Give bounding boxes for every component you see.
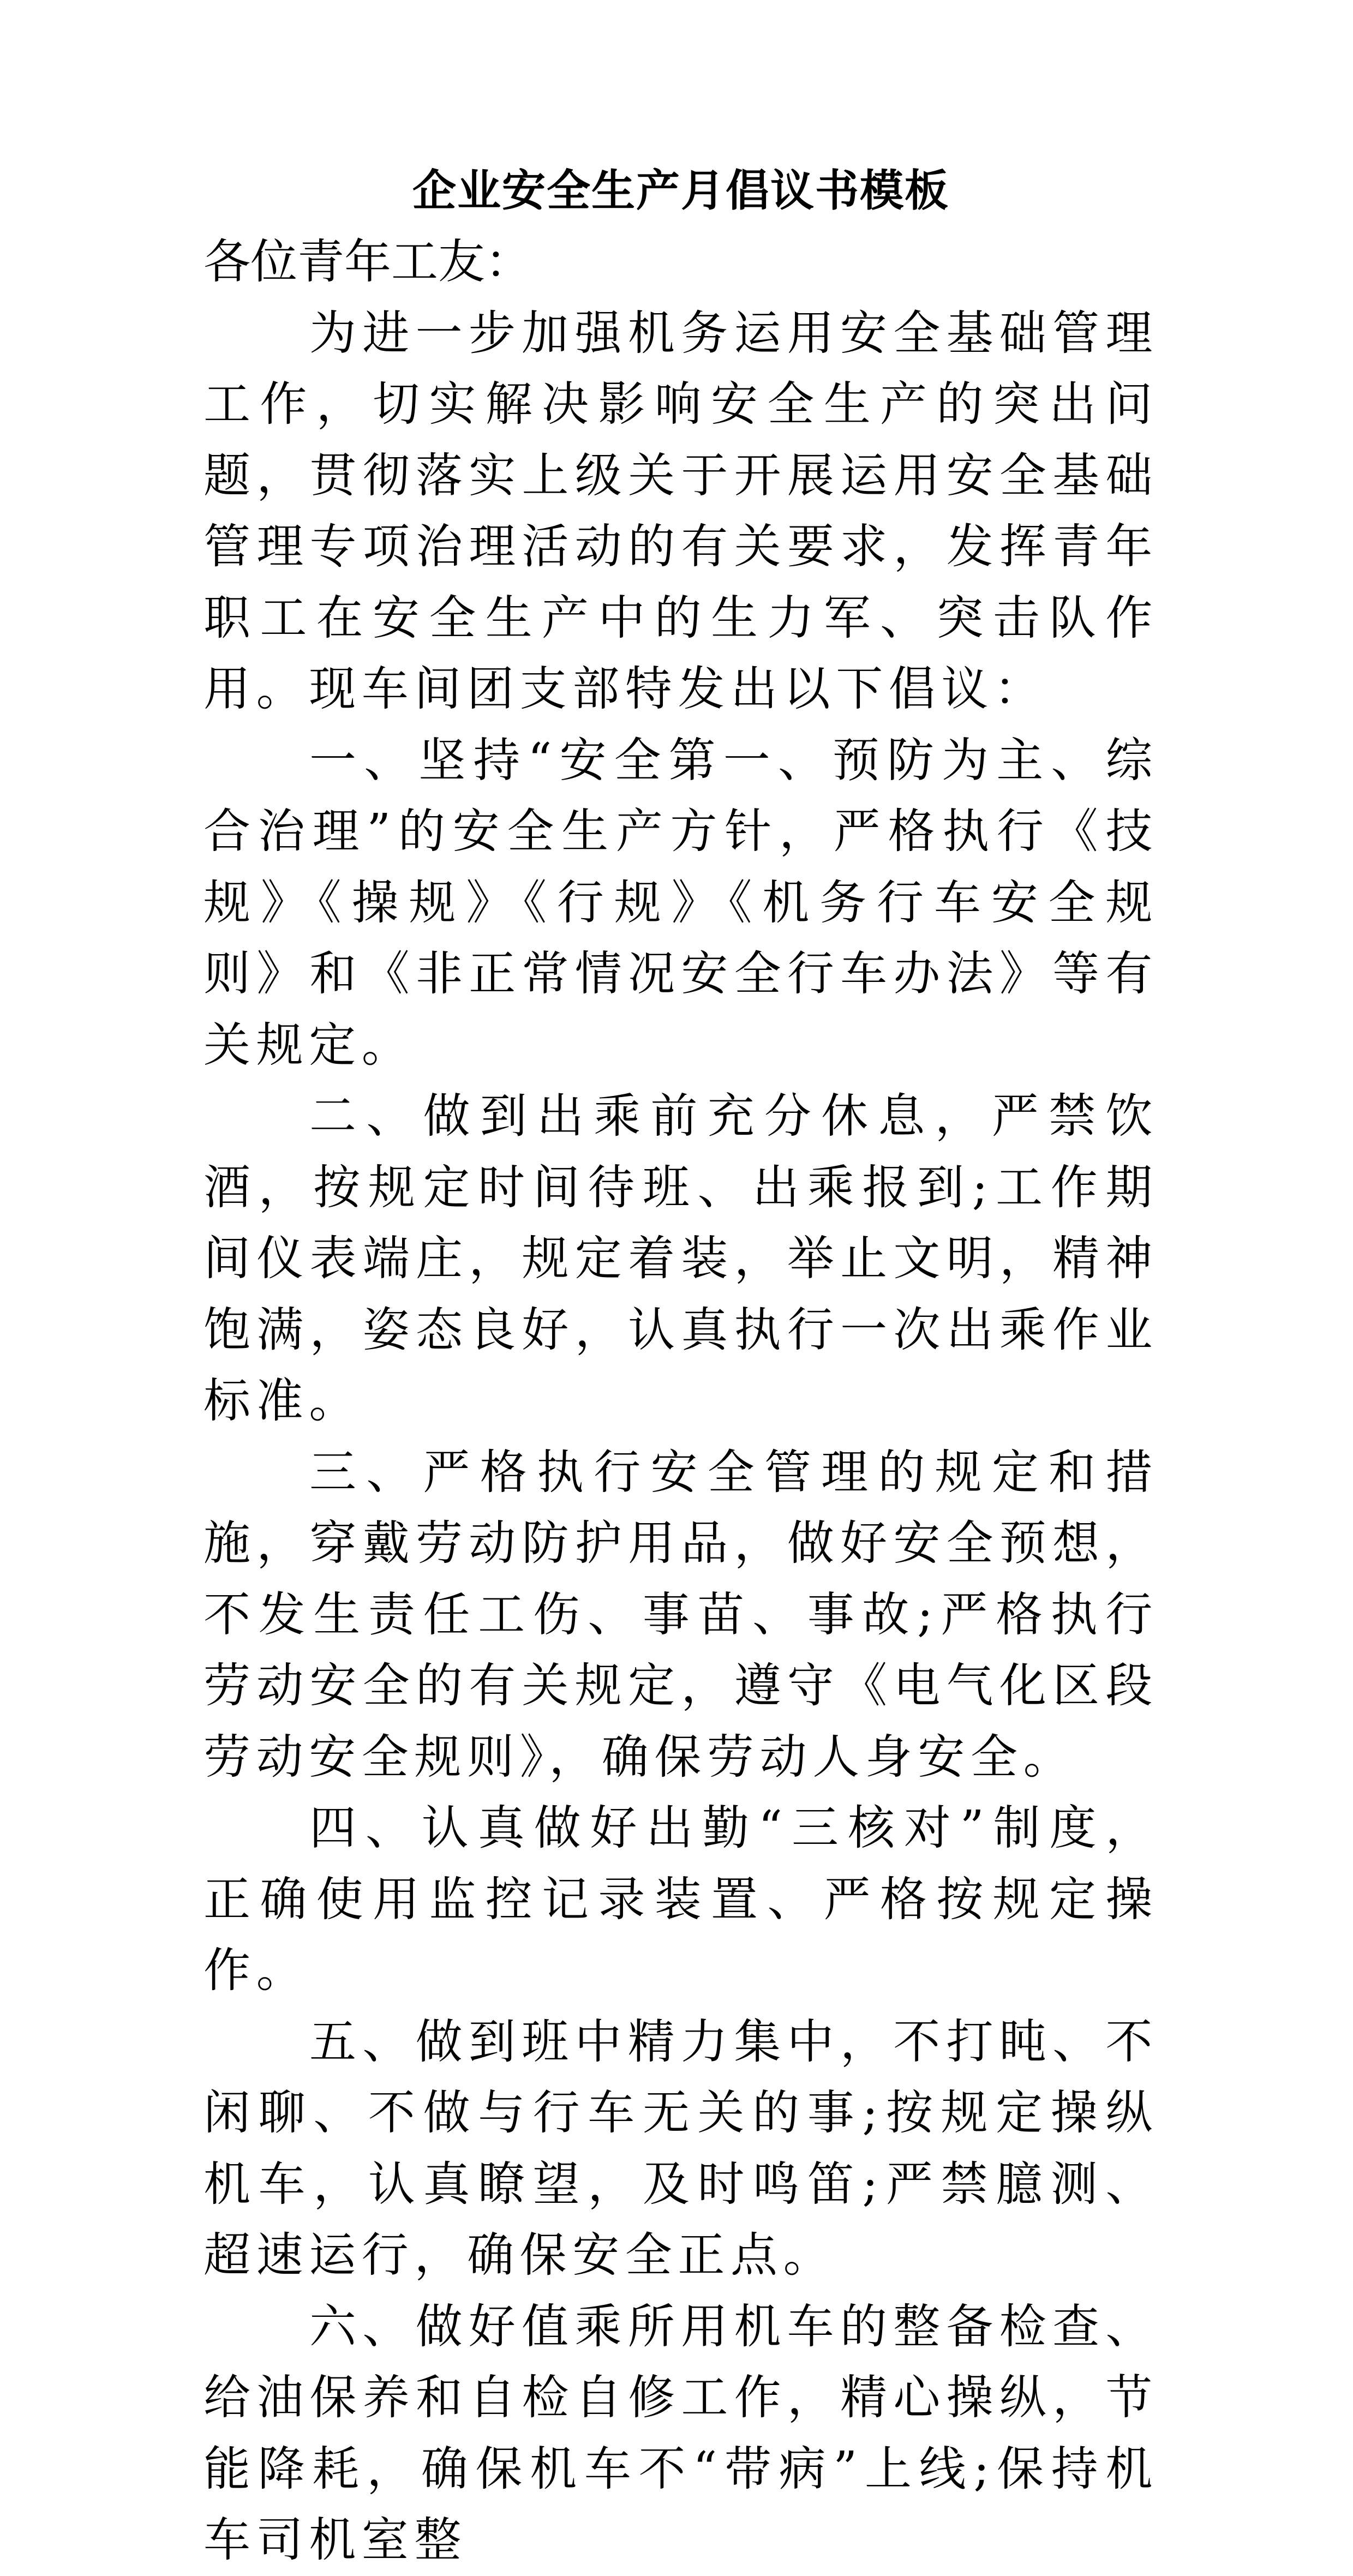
paragraph-item-5: 五、做到班中精力集中，不打盹、不闲聊、不做与行车无关的事;按规定操纵机车，认真瞭望，及时鸣笛;严禁臆测、超速运行，确保安全正点。 [203, 2014, 1158, 2283]
paragraph-item-4: 四、认真做好出勤“三核对”制度，正确使用监控记录装置、严格按规定操作。 [203, 1801, 1158, 1998]
paragraph-item-3: 三、严格执行安全管理的规定和措施，穿戴劳动防护用品，做好安全预想，不发生责任工伤、事苗、事故;严格执行劳动安全的有关规定，遵守《电气化区段劳动安全规则》，确保劳动人身安全。 [203, 1445, 1158, 1784]
paragraph-intro: 为进一步加强机务运用安全基础管理工作，切实解决影响安全生产的突出问题，贯彻落实上级关于开展运用安全基础管理专项治理活动的有关要求，发挥青年职工在安全生产中的生力军、突击队作用。现车间团支部特发出以下倡议： [203, 305, 1158, 716]
salutation: 各位青年工友： [203, 235, 532, 289]
document-body [203, 226, 1158, 2576]
paragraph-item-2: 二、做到出乘前充分休息，严禁饮酒，按规定时间待班、出乘报到;工作期间仪表端庄，规定着装，举止文明，精神饱满，姿态良好，认真执行一次出乘作业标准。 [203, 1089, 1158, 1428]
paragraph-item-6: 六、做好值乘所用机车的整备检查、给油保养和自检自修工作，精心操纵，节能降耗，确保机车不“带病”上线;保持机车司机室整 [203, 2299, 1158, 2567]
paragraph-item-1: 一、坚持“安全第一、预防为主、综合治理”的安全生产方针，严格执行《技规》《操规》《行规》《机务行车安全规则》和《非正常情况安全行车办法》等有关规定。 [203, 733, 1158, 1073]
document-title: 企业安全生产月倡议书模板 [412, 165, 949, 216]
